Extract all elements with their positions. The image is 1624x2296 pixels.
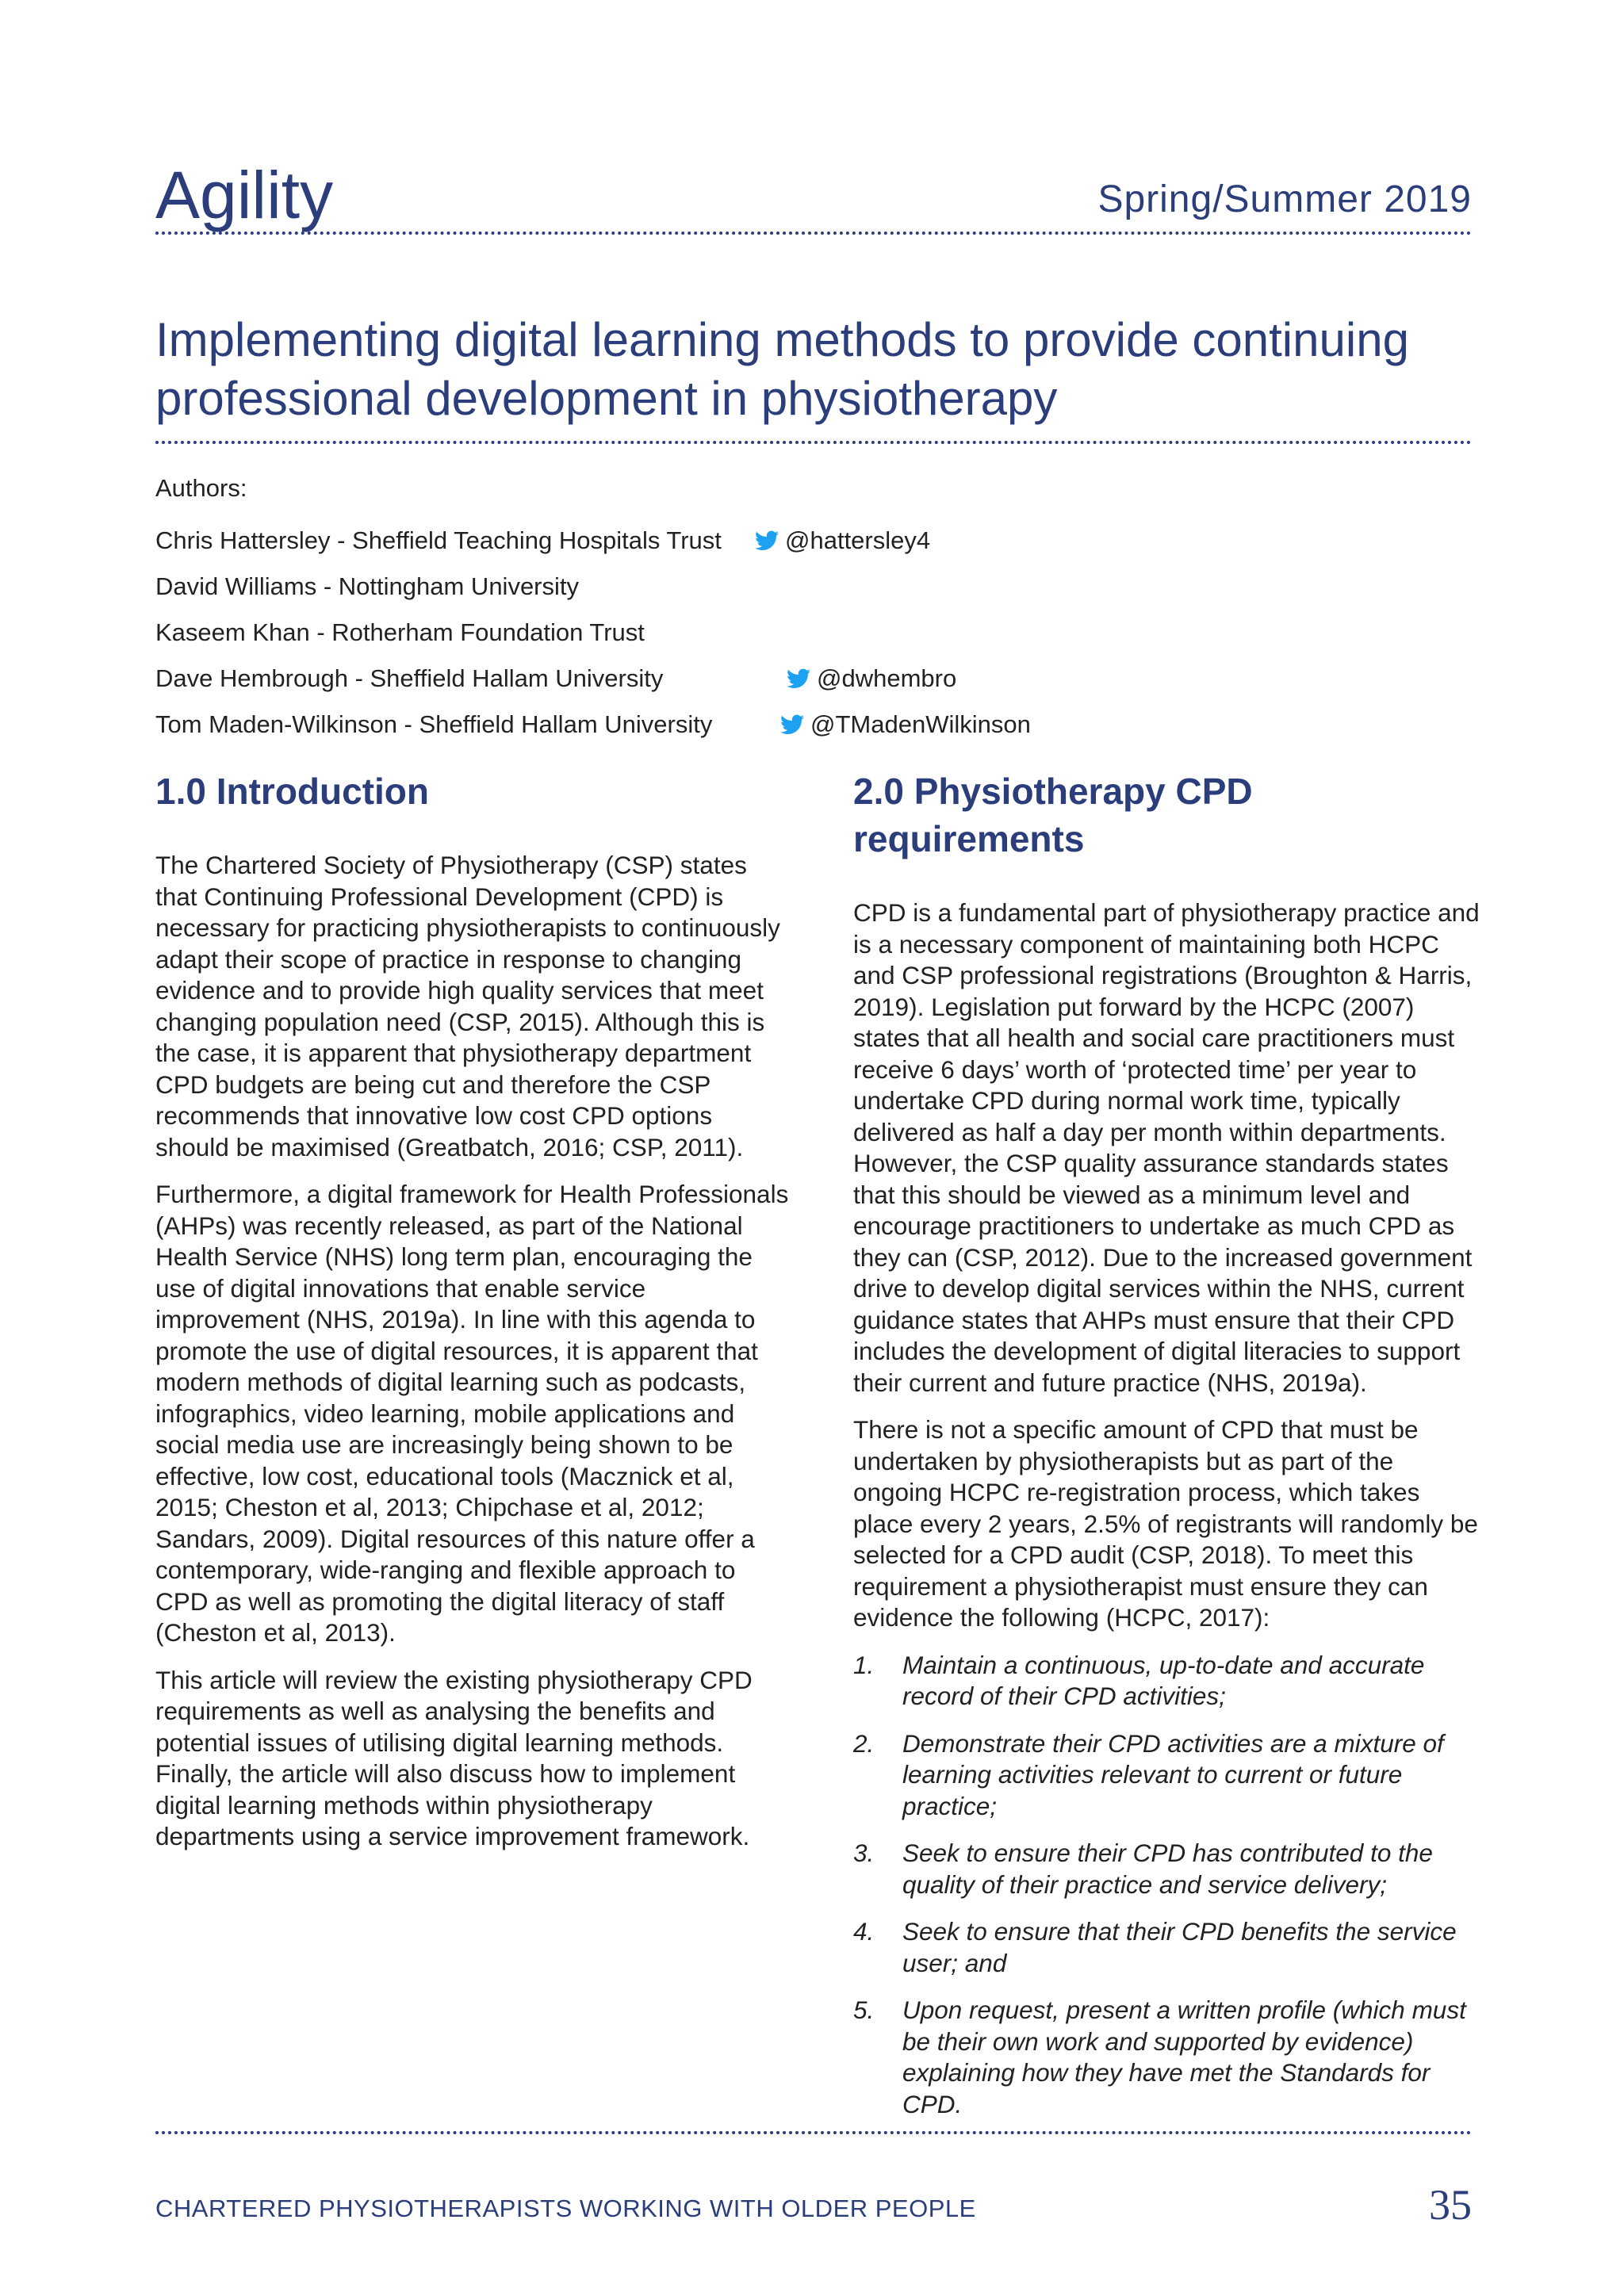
list-item — [853, 1916, 1480, 1979]
list-item — [853, 1650, 1480, 1712]
list-number: 1. — [853, 1650, 875, 1679]
page-number: 35 — [1429, 2181, 1472, 2229]
introduction-column — [155, 767, 790, 1869]
author-row — [155, 661, 957, 696]
list-text: Seek to ensure their CPD has contributed to the quality of their practice and service delivery; — [902, 1839, 1433, 1899]
authors-label: Authors: — [155, 474, 247, 502]
author-row — [155, 569, 579, 604]
section-heading-cpd-requirements: 2.0 Physiotherapy CPD requirements — [853, 771, 1253, 859]
masthead — [155, 141, 1472, 232]
footer-organisation: CHARTERED PHYSIOTHERAPISTS WORKING WITH OLDER PEOPLE — [155, 2195, 976, 2222]
twitter-handle[interactable] — [787, 661, 956, 696]
twitter-handle-text: @hattersley4 — [785, 526, 931, 554]
author-name: Chris Hattersley - Sheffield Teaching Hospitals Trust — [155, 526, 722, 554]
list-text: Demonstrate their CPD activities are a mixture of learning activities relevant to current or future practice; — [902, 1728, 1444, 1820]
paragraph: The Chartered Society of Physiotherapy (CSP) states that Continuing Professional Development (CPD) is necessary for practicing physiotherapists to continuously adapt their scope of practice in response to changing evidence and to provide high quality services that meet changing population need (CSP, 2015). Although this is the case, it is apparent that physiotherapy department CPD budgets are being cut and therefore the CSP recommends that innovative low cost CPD options should be maximised (Greatbatch, 2016; CSP, 2011). — [155, 851, 780, 1161]
title-divider — [155, 441, 1472, 444]
section-heading-introduction: 1.0 Introduction — [155, 771, 429, 812]
twitter-handle[interactable] — [755, 523, 930, 558]
cpd-requirements-column — [853, 767, 1480, 2136]
author-row — [155, 707, 1031, 742]
publication-title: Agility — [155, 158, 334, 232]
author-row — [155, 523, 931, 558]
author-name: David Williams - Nottingham University — [155, 572, 580, 600]
list-number: 3. — [853, 1839, 875, 1867]
list-text: Seek to ensure that their CPD benefits the service user; and — [902, 1917, 1457, 1977]
paragraph: There is not a specific amount of CPD that must be undertaken by physiotherapists but as part of the ongoing HCPC re-registration process, which takes place every 2 years, 2.5% of registrants will randomly be selected for a CPD audit (CSP, 2018). To meet this requirement a physiotherapist must ensure they can evidence the following (HCPC, 2017): — [853, 1415, 1478, 1632]
issue-date: Spring/Summer 2019 — [1097, 178, 1472, 220]
author-row — [155, 615, 645, 650]
author-name: Tom Maden-Wilkinson - Sheffield Hallam University — [155, 710, 713, 738]
header-divider — [155, 232, 1472, 235]
list-item — [853, 1995, 1480, 2120]
paragraph: CPD is a fundamental part of physiotherapy practice and is a necessary component of maintaining both HCPC and CSP professional registrations (Broughton & Harris, 2019). Legislation put forward by the HCPC (2007) states that all health and social care practitioners must receive 6 days’ worth of ‘protected time’ per year to undertake CPD during normal work time, typically delivered as half a day per month within departments. However, the CSP quality assurance standards states that this should be viewed as a minimum level and encourage practitioners to undertake as much CPD as they can (CSP, 2012). Due to the increased government drive to develop digital services within the NHS, current guidance states that AHPs must ensure that their CPD includes the development of digital literacies to support their current and future practice (NHS, 2019a). — [853, 898, 1480, 1397]
list-text: Upon request, present a written profile (which must be their own work and supported by evidence) explaining how they have met the Standards for CPD. — [902, 1996, 1466, 2118]
list-number: 4. — [853, 1917, 875, 1946]
article-title: Implementing digital learning methods to provide continuing professional development in physiotherapy — [155, 313, 1409, 425]
paragraph: Furthermore, a digital framework for Health Professionals (AHPs) was recently released, as part of the National Health Service (NHS) long term plan, encouraging the use of digital innovations that enable service improvement (NHS, 2019a). In line with this agenda to promote the use of digital resources, it is apparent that modern methods of digital learning such as podcasts, infographics, video learning, mobile applications and social media use are increasingly being shown to be effective, low cost, educational tools (Macznick et al, 2015; Cheston et al, 2013; Chipchase et al, 2012; Sandars, 2009). Digital resources of this nature offer a contemporary, wide-ranging and flexible approach to CPD as well as promoting the digital literacy of staff (Cheston et al, 2013). — [155, 1180, 789, 1647]
list-number: 2. — [853, 1728, 875, 1758]
cpd-evidence-list — [853, 1650, 1480, 2121]
twitter-bird-icon — [780, 714, 804, 735]
twitter-bird-icon — [787, 668, 810, 689]
twitter-handle-text: @TMadenWilkinson — [810, 710, 1031, 738]
list-item — [853, 1838, 1480, 1900]
author-name: Dave Hembrough - Sheffield Hallam University — [155, 664, 664, 692]
twitter-bird-icon — [755, 530, 779, 551]
list-number: 5. — [853, 1996, 875, 2024]
author-name: Kaseem Khan - Rotherham Foundation Trust — [155, 618, 645, 646]
twitter-handle-text: @dwhembro — [817, 664, 957, 692]
list-item — [853, 1728, 1480, 1823]
paragraph: This article will review the existing physiotherapy CPD requirements as well as analysing the benefits and potential issues of utilising digital learning methods. Finally, the article will also discuss how to implement digital learning methods within physiotherapy departments using a service improvement framework. — [155, 1665, 753, 1850]
list-text: Maintain a continuous, up-to-date and accurate record of their CPD activities; — [902, 1650, 1425, 1710]
footer-divider — [155, 2131, 1472, 2134]
twitter-handle[interactable] — [780, 707, 1031, 742]
